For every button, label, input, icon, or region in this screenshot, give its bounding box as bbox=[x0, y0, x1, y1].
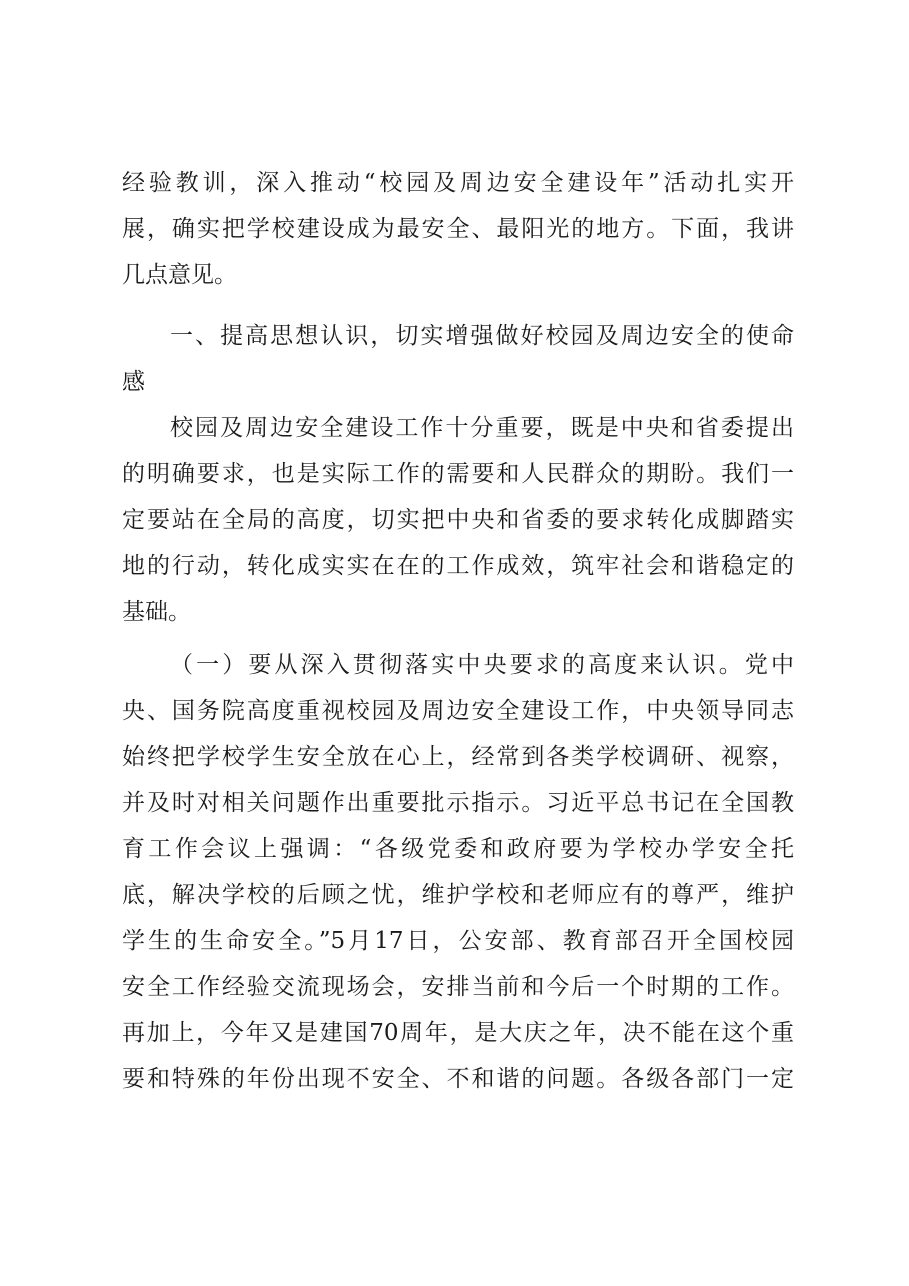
text-line: 地的行动，转化成实实在在的工作成效，筑牢社会和谐稳定的 bbox=[122, 553, 794, 579]
text-line: 要和特殊的年份出现不安全、不和谐的问题。各级各部门一定 bbox=[122, 1066, 794, 1092]
text-line: 几点意见。 bbox=[122, 262, 237, 288]
text-line: 经验教训，深入推动“校园及周边安全建设年”活动扎实开 bbox=[122, 170, 794, 196]
section-heading-continuation: 感 bbox=[122, 369, 145, 395]
text-line: 底，解决学校的后顾之忧，维护学校和老师应有的尊严，维护 bbox=[122, 882, 794, 908]
text-line: 央、国务院高度重视校园及周边安全建设工作，中央领导同志 bbox=[122, 698, 794, 724]
text-line: 安全工作经验交流现场会，安排当前和今后一个时期的工作。 bbox=[122, 974, 794, 1000]
text-line: 校园及周边安全建设工作十分重要，既是中央和省委提出 bbox=[170, 415, 794, 441]
subsection-heading: （一）要从深入贯彻落实中央要求的高度来认识。党中 bbox=[170, 652, 794, 678]
section-heading: 一、提高思想认识，切实增强做好校园及周边安全的使命 bbox=[170, 323, 794, 349]
text-line: 学生的生命安全。”5月17日，公安部、教育部召开全国校园 bbox=[122, 928, 794, 954]
text-line: 再加上，今年又是建国70周年，是大庆之年，决不能在这个重 bbox=[122, 1020, 794, 1046]
text-line: 育工作会议上强调：“各级党委和政府要为学校办学安全托 bbox=[122, 836, 794, 862]
text-line: 始终把学校学生安全放在心上，经常到各类学校调研、视察， bbox=[122, 744, 794, 770]
text-line: 并及时对相关问题作出重要批示指示。习近平总书记在全国教 bbox=[122, 790, 794, 816]
text-line: 定要站在全局的高度，切实把中央和省委的要求转化成脚踏实 bbox=[122, 507, 794, 533]
text-line: 基础。 bbox=[122, 599, 191, 625]
text-line: 展，确实把学校建设成为最安全、最阳光的地方。下面，我讲 bbox=[122, 216, 794, 242]
text-line: 的明确要求，也是实际工作的需要和人民群众的期盼。我们一 bbox=[122, 461, 794, 487]
